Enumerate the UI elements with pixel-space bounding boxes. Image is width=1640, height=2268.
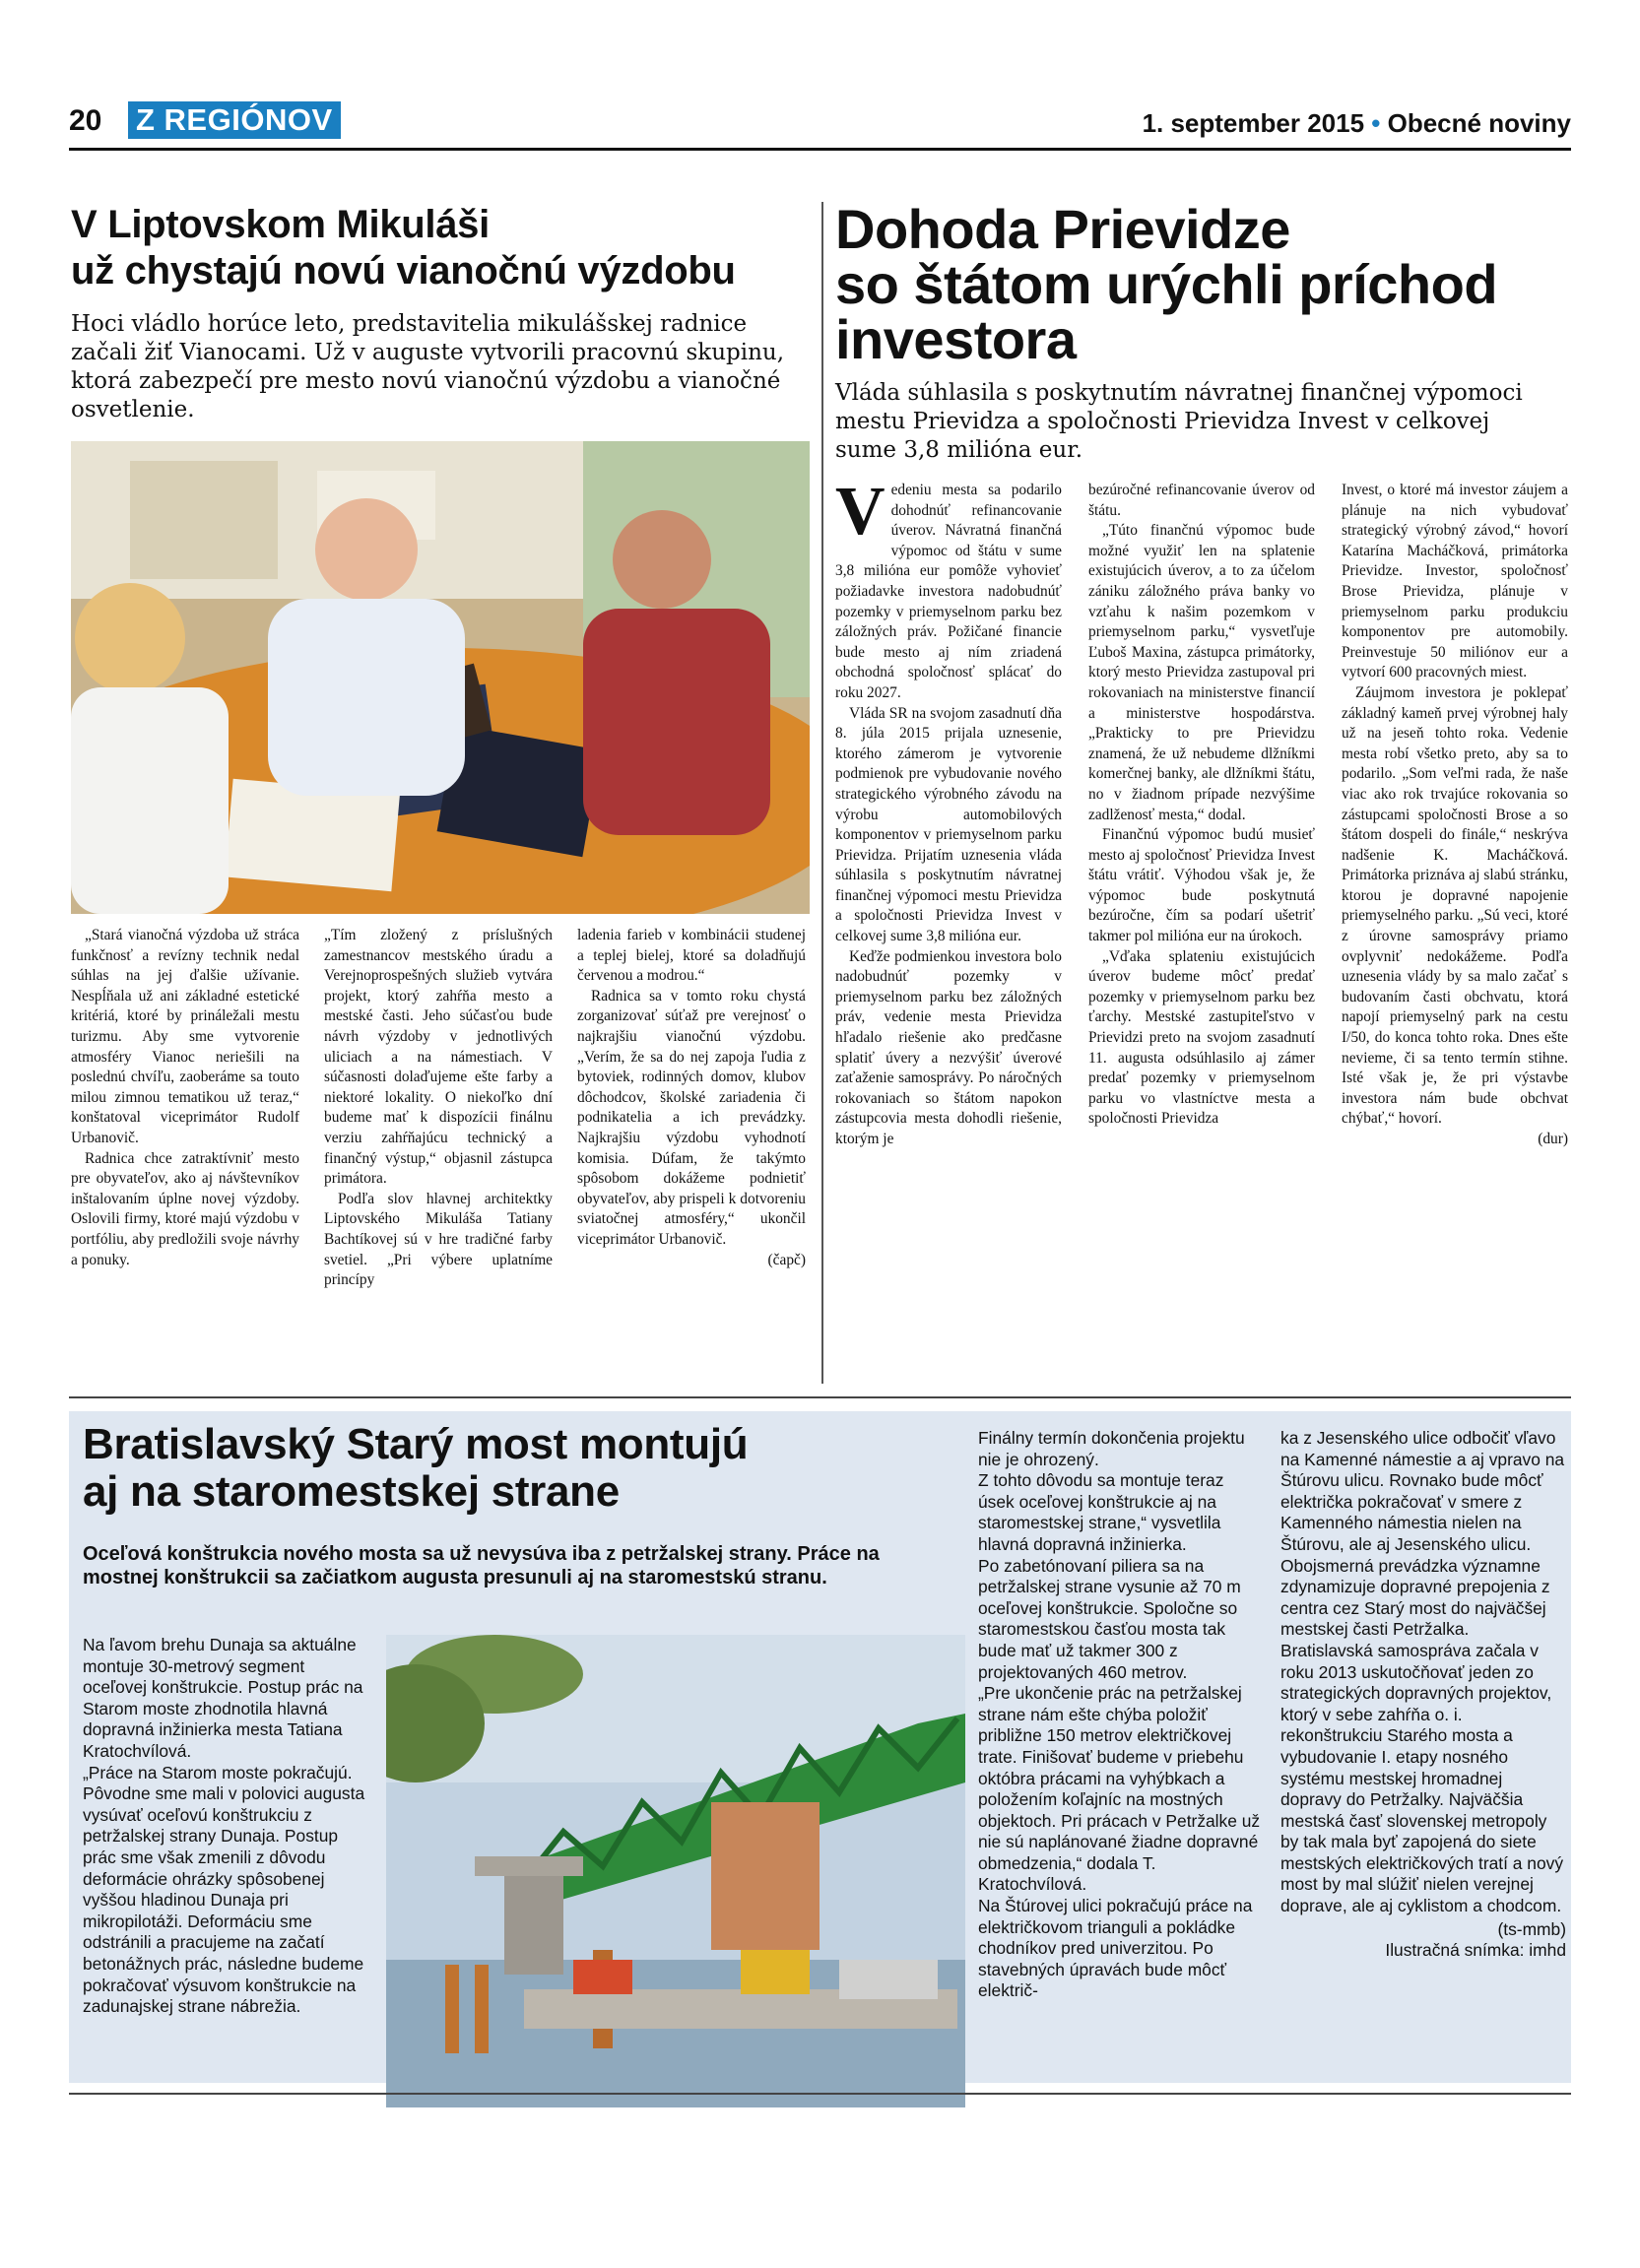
article2-col1-para: Vláda SR na svojom zasadnutí dňa 8. júla 2015 prijala uznesenie, ktorého zámerom je vytvorenie podmienok pre vybudovanie nového strategického výrobného závodu na výrobu automobilových komponentov v priemyselnom parku Prievidza. Prijatím uznesenia vláda súhlasila s poskytnutím návratnej finančnej výpomoci mestu Prievidza a spoločnosti Prievidza Invest v celkovej sume 3,8 milióna eur.: [835, 704, 1062, 945]
article2-col3-para: Invest, o ktoré má investor záujem a plánuje na nich vybudovať strategický výrobný závod,“ hovorí Katarína Macháčková, primátorka Prievidze. Investor, spoločnosť Brose Prievidza, plánuje v priemyselnom parku produkciu komponentov pre automobily. Preinvestuje 50 miliónov eur a vytvorí 600 pracovných miest.: [1342, 482, 1568, 681]
photo-credit: Ilustračná snímka: imhd: [1385, 1940, 1566, 1961]
article1-headline-line1: V Liptovskom Mikuláši: [71, 203, 490, 246]
article3-column-2: [978, 1428, 1264, 2002]
article2-headline-line2: so štátom urýchli príchod: [835, 253, 1498, 315]
article2-col2-para: „Túto finančnú výpomoc bude možné využiť len na splatenie existujúcich úverov, a to za účelom zániku záložného práva banky vo vzťahu k našim pozemkom v priemyselnom parku,“ vysvetľuje Ľuboš Maxina, zástupca primátorky, ktorý mesto Prievidza zastupoval pri rokovaniach na ministerstve financií a ministerstve hospodárstva. „Prakticky to pre Prievidzu znamená, že už nebudeme dlžníkmi komerčnej banky, ale dlžníkmi štátu, no v žiadnom prípade nezvýšime zadlženosť mesta,“ dodal.: [1088, 522, 1315, 823]
article1-col3-para: ladenia farieb v kombinácii studenej a teplej bielej, ktoré sa doladňujú červenou a modrou.“: [577, 927, 806, 985]
article1-headline-line2: už chystajú novú vianočnú výzdobu: [71, 249, 736, 292]
article3-col1-para: „Práce na Starom moste pokračujú. Pôvodne sme mali v polovici augusta vysúvať oceľovú konštrukciu z petržalskej strany Dunaja. Postup prác sme však zmenili z dôvodu deformácie ohrázky spôsobenej vyššou hladinou Dunaja pri mikropilotáži. Deformáciu sme odstránili a pracujeme na začatí betonážnych prác, následne budeme pokračovať výsuvom konštrukcie na zadunajskej strane nábrežia.: [83, 1762, 365, 2017]
article3-photo: [386, 1635, 965, 2107]
article3-byline: (ts-mmb): [1497, 1918, 1566, 1939]
article2-lead: Vláda súhlasila s poskytnutím návratnej finančnej výpomoci mestu Prievidza a spoločnosti Prievidza Invest v celkovej sume 3,8 milióna eur.: [835, 380, 1523, 463]
article1-column-2: [324, 926, 553, 1291]
article2-col1-para: edeniu mesta sa podarilo dohodnúť refinancovanie úverov. Návratná finančná výpomoc od štátu v sume 3,8 milióna eur pomôže vyhovieť požiadavke investora nadobudnúť pozemky v priemyselnom parku bez záložných práv. Požičané financie bude mesto aj ním zriadená obchodná spoločnosť splácať do roku 2027.: [835, 482, 1062, 701]
column-divider: [821, 202, 823, 1384]
article1-col2-para: „Tím zložený z príslušných zamestnancov mestského úradu a Verejnoprospešných služieb vytvára projekt, ktorý zahŕňa mesto a mestské časti. Jeho súčasťou bude návrh výzdoby v jednotlivých uliciach a na námestiach. V súčasnosti dolaďujeme ešte farby a niektoré lokality. O niekoľko dní budeme mať k dispozícii finálnu verziu zahŕňajúcu technický a finančný výstup,“ objasnil zástupca primátora.: [324, 927, 553, 1188]
article2-col3-para: Záujmom investora je poklepať základný kameň prvej výrobnej haly už na jeseň tohto roka. Vedenie mesta robí všetko preto, aby sa to podarilo. „Som veľmi rada, že naše viac ako rok trvajúce rokovania so zástupcami spoločnosti Brose a so štátom dospeli do finále,“ neskrýva nadšenie K. Macháčková. Primátorka priznáva aj slabú stránku, ktorou je dopravné napojenie priemyselného parku. „Sú veci, ktoré z úrovne samosprávy priamo ovplyvniť nedokážeme. Podľa uznesenia vlády by sa malo začať s budovaním časti obchvatu, ktorá napojí priemyselný park na cestu I/50, do konca tohto roka. Dnes ešte nevieme, či sa tento termín stihne. Isté však je, že pri výstavbe investora nám bude obchvat chýbať,“ hovorí.: [1342, 683, 1568, 1128]
article3-col2-para: Na Štúrovej ulici pokračujú práce na električkovom trianguli a pokládke chodníkov pred univerzitou. Po stavebných úpravách bude môcť električ-: [978, 1896, 1253, 2001]
article3-col3-para: ka z Jesenského ulice odbočiť vľavo na Kamenné námestie a aj vpravo na Štúrovu ulicu. Rovnako bude môcť električka pokračovať v smere z Kamenného námestia nielen na Štúrovu, ale aj Jesenského ulicu. Obojsmerná prevádzka významne zdynamizuje dopravné prepojenia z centra cez Starý most do najväčšej mestskej časti Petržalka.: [1280, 1428, 1565, 1640]
article2-col2-para: bezúročné refinancovanie úverov od štátu.: [1088, 482, 1315, 519]
article3-col2-para: Z tohto dôvodu sa montuje teraz úsek oceľovej konštrukcie aj na staromestskej strane,“ vysvetlila hlavná dopravná inžinierka.: [978, 1470, 1224, 1554]
article3-col1-para: Na ľavom brehu Dunaja sa aktuálne montuje 30-metrový segment oceľovej konštrukcie. Postup prác na Starom moste zhodnotila hlavná dopravná inžinierka mesta Tatiana Kratochvílová.: [83, 1635, 363, 1761]
article1-col1-para: Radnica chce zatraktívniť mesto pre obyvateľov, ako aj návštevníkov inštalovaním úplne novej výzdoby. Oslovili firmy, ktoré majú výzdobu v portfóliu, aby predložili svoje návrhy a ponuky.: [71, 1149, 299, 1268]
article2-col2-para: Finančnú výpomoc budú musieť mesto aj spoločnosť Prievidza Invest štátu vrátiť. Výhodou však je, že výpomoc bude poskytnutá bezúročne, čím sa podarí ušetriť takmer pol milióna eur na úrokoch.: [1088, 826, 1315, 945]
article1-headline: [71, 202, 820, 294]
separator-bullet: •: [1371, 108, 1381, 138]
article3-headline: [83, 1421, 930, 1516]
drop-cap: V: [835, 474, 886, 550]
footer-rule: [69, 2093, 1571, 2095]
article3-col2-para: Finálny termín dokončenia projektu nie je ohrozený.: [978, 1428, 1245, 1469]
section-label: Z REGIÓNOV: [128, 101, 341, 139]
article1-photo: [71, 441, 810, 914]
article3-lead: Oceľová konštrukcia nového mosta sa už nevysúva iba z petržalskej strany. Práce na mostnej konštrukcii sa začiatkom augusta presunuli aj na staromestskú stranu.: [83, 1543, 880, 1588]
article3-headline-line1: Bratislavský Starý most montujú: [83, 1420, 749, 1468]
article1-byline: (čapč): [767, 1251, 806, 1268]
article3-col2-para: „Pre ukončenie prác na petržalskej strane nám ešte chýba položiť približne 150 metrov električkovej trate. Finišovať budeme v priebehu októbra prácami na vyhýbkach a položením koľajníc na mostných objektoch. Pri prácach v Petržalke už nie sú naplánované žiadne dopravné obmedzenia,“ dodala T. Kratochvílová.: [978, 1683, 1261, 1895]
article3-headline-line2: aj na staromestskej strane: [83, 1467, 620, 1516]
newspaper-name: Obecné noviny: [1387, 108, 1571, 138]
article1-col1-para: „Stará vianočná výzdoba už stráca funkčnosť a revízny technik nedal súhlas na jej ďalšie užívanie. Nespĺňala už ani základné estetické kritériá, ktoré by prináležali mestu turizmu. Aby sme vytvorenie atmosféry Vianoc neriešili na poslednú chvíľu, zaoberáme sa touto milou zimnou tematikou už teraz,“ konštatoval viceprimátor Rudolf Urbanovič.: [71, 927, 299, 1146]
article1-col2-para: Podľa slov hlavnej architektky Liptovského Mikuláša Tatiany Bachtíkovej sú v hre tradičné farby svetiel. „Pri výbere uplatníme princípy: [324, 1190, 553, 1289]
article2-col2-para: „Vďaka splateniu existujúcich úverov budeme môcť predať pozemky v priemyselnom parku bez ťarchy. Mestské zastupiteľstvo v Prievidzi preto na svojom zasadnutí 11. augusta odsúhlasilo aj zámer predať pozemky v priemyselnom parku vo vlastníctve mesta a spoločnosti Prievidza: [1088, 947, 1315, 1128]
article1-lead: Hoci vládlo horúce leto, predstavitelia mikulášskej radnice začali žiť Vianocami. Už v auguste vytvorili pracovnú skupinu, ktorá zabezpečí pre mesto novú vianočnú výzdobu a vianočné osvetlenie.: [71, 311, 785, 422]
article3-column-3: [1280, 1428, 1566, 1962]
office-meeting-image: [71, 441, 810, 914]
article3-column-1: [83, 1635, 370, 2018]
issue-date: 1. september 2015: [1142, 108, 1365, 138]
masthead: [1143, 108, 1571, 139]
article2-headline-line3: investora: [835, 308, 1077, 370]
article3-col3-para: Bratislavská samospráva začala v roku 2013 uskutočňovať jeden zo strategických dopravných projektov, ktorý v sebe zahŕňa o. i. rekonštrukciu Starého mosta a vybudovanie I. etapy nosného systému mestskej hromadnej dopravy do Petržalky. Najväčšia mestská časť slovenskej metropoly by tak mala byť zapojená do siete mestských električkových tratí a nový most by mal slúžiť nielen verejnej doprave, ale aj cyklistom a chodcom.: [1280, 1640, 1564, 1916]
article2-column-3: [1342, 481, 1568, 1150]
article2-column-2: [1088, 481, 1315, 1130]
page-number: 20: [69, 104, 102, 137]
article2-byline: (dur): [1538, 1131, 1568, 1147]
article2-column-1: [835, 474, 1062, 1150]
article2-col1-para: Keďže podmienkou investora bolo nadobudnúť pozemky v priemyselnom parku bez záložných práv, vedenie mesta Prievidza hľadalo riešenie ako predčasne splatiť úvery a nezvýšiť úverové zaťaženie samosprávy. Po náročných rokovaniach so štátom napokon zástupcovia mesta dohodli riešenie, ktorým je: [835, 947, 1062, 1147]
article2-headline-line1: Dohoda Prievidze: [835, 198, 1290, 260]
article2-headline: [835, 198, 1564, 370]
article3-col2-para: Po zabetónovaní piliera sa na petržalskej strane vysunie až 70 m oceľovej konštrukcie. Spoločne so staromestskou časťou mosta tak bude mať už takmer 300 z projektovaných 460 metrov.: [978, 1555, 1241, 1682]
article1-column-1: [71, 926, 299, 1270]
bridge-construction-image: [386, 1635, 965, 2107]
article1-col3-para: Radnica sa v tomto roku chystá zorganizovať súťaž pre verejnosť o najkrajšiu vianočnú výzdobu. „Verím, že sa do nej zapoja ľudia z bytoviek, rodinných domov, klubov dôchodcov, školské zariadenia či podnikatelia a ich prevádzky. Najkrajšiu výzdobu vyhodnotí komisia. Dúfam, že takýmto spôsobom dokážeme podnietiť obyvateľov, aby prispeli k dotvoreniu sviatočnej atmosféry,“ ukončil viceprimátor Urbanovič.: [577, 987, 806, 1248]
header-rule: [69, 148, 1571, 151]
article1-column-3: [577, 926, 806, 1270]
section-rule: [69, 1396, 1571, 1398]
